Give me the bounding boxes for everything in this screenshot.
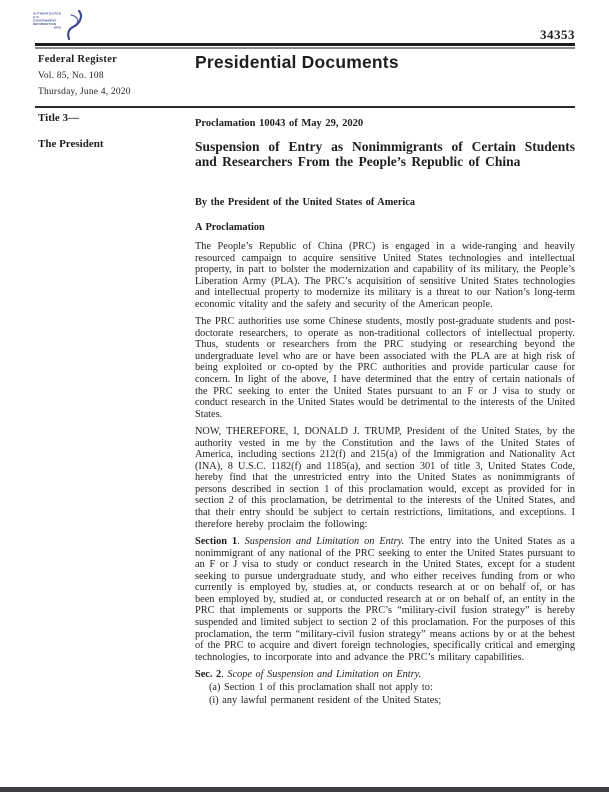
sec-2-label: Sec. 2 bbox=[195, 669, 222, 681]
section-title: Presidential Documents bbox=[195, 52, 399, 72]
clause-i: (i) any lawful permanent resident of the United States; bbox=[209, 695, 442, 707]
sec-2-title: Scope of Suspension and Limitation on Entry. bbox=[227, 669, 422, 681]
date-line: Thursday, June 4, 2020 bbox=[38, 87, 131, 97]
proclamation-number-line: Proclamation 10043 of May 29, 2020 bbox=[195, 118, 364, 129]
masthead bbox=[38, 54, 575, 97]
clause-a: (a) Section 1 of this proclamation shall not apply to: bbox=[209, 682, 433, 694]
sec-2-separator: . bbox=[221, 669, 228, 681]
gpo-text-line: GPO bbox=[53, 25, 62, 30]
section-1-text: The entry into the United States as a nonimmigrant of any national of the PRC seeking to enter the United States pursuant to an F or J visa to study or conduct research in the United States, except for a student seeking to pursue undergraduate study, and who either receives funding from or who currently is employed by, studies at, or conducts research at or on behalf of, or has been employed by, studied at, or conducted research at or on behalf of, an entity in the PRC that implements or supports the PRC’s “military-civil fusion strategy” is hereby suspended and limited subject to section 2 of this proclamation. For the purposes of this proclamation, the term “military-civil fusion strategy” means actions by or at the behest of the PRC to acquire and divert foreign technologies, specifically critical and emerging technologies, to incorporate into and advance the PRC’s military capabilities. bbox=[195, 536, 575, 663]
page-number: 34353 bbox=[540, 27, 575, 42]
the-president-label: The President bbox=[38, 138, 104, 150]
masthead-bottom-rule bbox=[35, 106, 575, 108]
bottom-edge-bar bbox=[0, 787, 609, 792]
paragraph-1: The People’s Republic of China (PRC) is engaged in a wide-ranging and heavily resourced campaign to acquire sensitive United States technologies and intellectual property, in part to bolster the modernization and capability of its military, the People’s Liberation Army (PLA). The PRC’s acquisition of sensitive United States technologies and intellectual property to modernize its military is a threat to our Nation’s long-term economic vitality and the safety and security of the American people. bbox=[195, 241, 575, 310]
margin-column bbox=[38, 112, 195, 707]
gpo-authentication-logo bbox=[33, 9, 85, 41]
gpo-text-line: U.S. GOVERNMENT bbox=[33, 15, 57, 23]
paragraph-2: The PRC authorities use some Chinese students, mostly post-graduate students and post-doctorate researchers, to operate as non-traditional collectors of intellectual property. Thus, students or researchers from the PRC studying or researching beyond the undergraduate level who are or have been associated with the PLA are at high risk of being exploited or co-opted by the PRC authorities and provide particular cause for concern. In light of the above, I have determined that the entry of certain nationals of the PRC seeking to enter the United States pursuant to an F or J visa to study or conduct research in the United States would be detrimental to the interests of the United States. bbox=[195, 316, 575, 420]
byline: By the President of the United States of America bbox=[195, 197, 416, 208]
document-body bbox=[38, 112, 575, 707]
title-3-label: Title 3— bbox=[38, 112, 80, 124]
section-1-label: Section 1 bbox=[195, 536, 238, 548]
journal-name: Federal Register bbox=[38, 54, 118, 65]
paragraph-3: NOW, THEREFORE, I, DONALD J. TRUMP, President of the United States, by the authority vested in me by the Constitution and the laws of the United States of America, including sections 212(f) and 215(a) of the Immigration and Nationality Act (INA), 8 U.S.C. 1182(f) and 1185(a), and section 301 of title 3, United States Code, hereby find that the unrestricted entry into the United States as nonimmigrants of persons described in section 1 of this proclamation would, except as provided for in section 2 of this proclamation, be detrimental to the interests of the United States, and that their entry should be subject to certain restrictions, limitations, and exceptions. I therefore hereby proclaim the following: bbox=[195, 426, 575, 530]
volume-line: Vol. 85, No. 108 bbox=[38, 71, 104, 81]
gpo-text-line: INFORMATION bbox=[33, 22, 57, 26]
masthead-left-block bbox=[38, 54, 195, 97]
section-1-paragraph bbox=[195, 536, 575, 663]
proclamation-title: Suspension of Entry as Nonimmigrants of Certain Students and Researchers From the People’s Republic of China bbox=[195, 139, 575, 169]
section-1-title: Suspension and Limitation on Entry. bbox=[244, 536, 405, 548]
gpo-eagle-icon bbox=[59, 9, 85, 41]
header-double-rule bbox=[35, 43, 575, 49]
main-column bbox=[195, 112, 575, 707]
section-1-separator: . bbox=[237, 536, 245, 548]
gpo-text-line: AUTHENTICATED bbox=[33, 12, 62, 16]
a-proclamation-heading: A Proclamation bbox=[195, 222, 265, 233]
sec-2-paragraph bbox=[195, 669, 575, 681]
